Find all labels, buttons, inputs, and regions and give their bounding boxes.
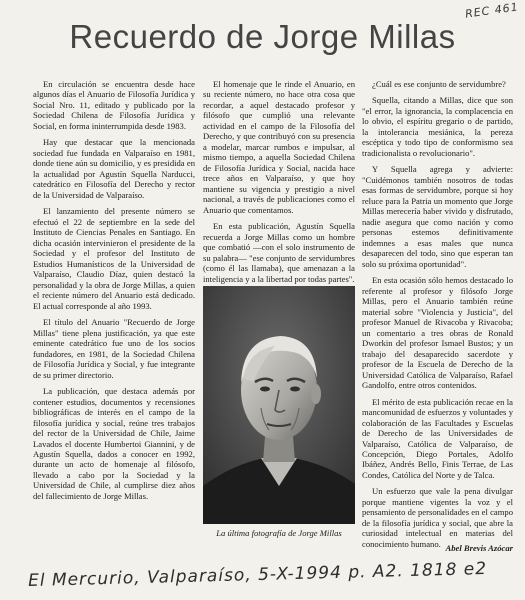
paragraph: La publicación, que destaca además por contener estudios, documentos y recensiones bibliográficas de interés en el campo de la filosofía jurídica y social, reúne tres trabajos del rector de la Universidad de Chile, Jaime Lavados el docente Humbertoi Giannini, y de Agustín Squella, dados a conocer en 1992, durante un acto de homenaje al filósofo, llevado a cabo por la Sociedad y la Universidad de Chile, al cumplirse diez años del fallecimiento de Jorge Millas. <box>33 386 195 501</box>
paragraph: ¿Cuál es ese conjunto de servidumbre? <box>372 79 506 89</box>
article-title: Recuerdo de Jorge Millas <box>69 18 456 55</box>
portrait-photo <box>203 286 355 524</box>
photo-caption: La última fotografía de Jorge Millas <box>216 528 342 538</box>
paragraph: El título del Anuario "Recuerdo de Jorge Millas" tiene plena justificación, ya que este eminente catedrático fue uno de los socios fundadores, en 1981, de la Sociedad Chilena de Filosofía Jurídica y Social, y fue integrante de su primer directorio. <box>33 317 195 380</box>
portrait-illustration <box>203 286 355 524</box>
paragraph: Y Squella agrega y advierte: "Cuidémonos también nosotros de todas esas formas de servidumbre, porque si hoy reluce para la Patria un momento que Jorge Millas merecería haber vivido y disfrutado, nadie asegura que como nación y como personas estemos definitivamente indemnes a esas males que nunca desaparecen del todo, sino que esperan tan solo su próxima oportunidad". <box>362 164 513 269</box>
paragraph: Hay que destacar que la mencionada sociedad fue fundada en Valparaíso en 1981, donde tiene aún su domicilio, y es presidida en la actualidad por Agustín Squella Narducci, catedrático en Filosofía del Derecho y rector de la Universidad de Valparaíso. <box>33 137 195 200</box>
paragraph: Squella, citando a Millas, dice que son "el error, la ignorancia, la complacencia en lo obvio, el espíritu gregario o de partido, la intolerancia mesiánica, la pereza escéptica y todo tipo de conformismo sea tradicionalista o revolucionario". <box>362 95 513 158</box>
article-column-2 <box>203 79 355 290</box>
handwritten-reference-code: REC 461 <box>464 0 520 21</box>
paragraph: En esta publicación, Agustín Squella recuerda a Jorge Millas como un hombre que combatió —con el solo instrumento de su palabra— "ese conjunto de servidumbres (como él las llamaba), que amenazan a la inteligencia y a la libertad por todas partes". <box>203 221 355 284</box>
paragraph: El homenaje que le rinde el Anuario, en su reciente número, no hace otra cosa que recordar, a aquel destacado profesor y filósofo que cumplió una relevante actividad en el campo de la Filosofía del Derecho, y que contribuyó con su presencia a modelar, marcar rumbos e impulsar, al mismo tiempo, a aquella Sociedad Chilena de Filosofía Jurídica y Social, nacida hace trece años en Valparaíso, y que hoy mantiene su vigencia y prestigio a nivel nacional, a través de publicaciones como el Anuario que comentamos. <box>203 79 355 215</box>
paragraph: El lanzamiento del presente número se efectuó el 22 de septiembre en la sede del Instituto de Ciencias Penales en Santiago. En dicha ocasión intervinieron el presidente de la Sociedad y el profesor del Instituto de Estudios Humanísticos de la Universidad de Valparaíso, Claudio Díaz, quien destacó la personalidad y la obra de Jorge Millas, a quien el reciente número del Anuario está dedicado. El actual corresponde al año 1993. <box>33 206 195 311</box>
article-column-1 <box>33 79 195 507</box>
paragraph: En circulación se encuentra desde hace algunos días el Anuario de Filosofía Jurídica y Social Nro. 11, editado y publicado por la Sociedad Chilena de Filosofía Jurídica y Social, en forma ininterrumpida desde 1983. <box>33 79 195 131</box>
handwritten-source-note: El Mercurio, Valparaíso, 5-X-1994 p. A2. 1818 e2 <box>27 558 488 592</box>
paragraph: El mérito de esta publicación recae en la mancomunidad de esfuerzos y voluntades y colaboración de las Facultades y Escuelas de Derecho de las Universidades de Valparaíso, Católica de Valparaíso, de Concepción, Diego Portales, Adolfo Ibáñez, Andrés Bello, Finis Terrae, de Las Condes, Católica del Norte y de Talca. <box>362 396 513 480</box>
article-column-3 <box>362 79 513 555</box>
portrait-photo-block <box>203 286 355 554</box>
paragraph: Un esfuerzo que vale la pena divulgar porque mantiene vigentes la voz y el pensamiento de personalidades en el campo de la filosofía jurídica y social, que abre la curiosidad intelectual en materias del conocimiento humano. <box>362 486 513 549</box>
author-signature: Abel Brevis Azócar <box>445 543 513 553</box>
paragraph: En esta ocasión sólo hemos destacado lo referente al profesor y filósofo Jorge Millas, pero el Anuario también reúne material sobre "Violencia y Justicia", del profesor Manuel de Rivacoba y Rivacoba; un comentario a tres obras de Ronald Dworkin del profesor Ismael Bustos; y un trabajo del desaparecido sacerdote y profesor de la Escuela de Derecho de la Universidad Católica de Valparaíso, Rafael Gandolfo, entre otros contenidos. <box>362 275 513 391</box>
